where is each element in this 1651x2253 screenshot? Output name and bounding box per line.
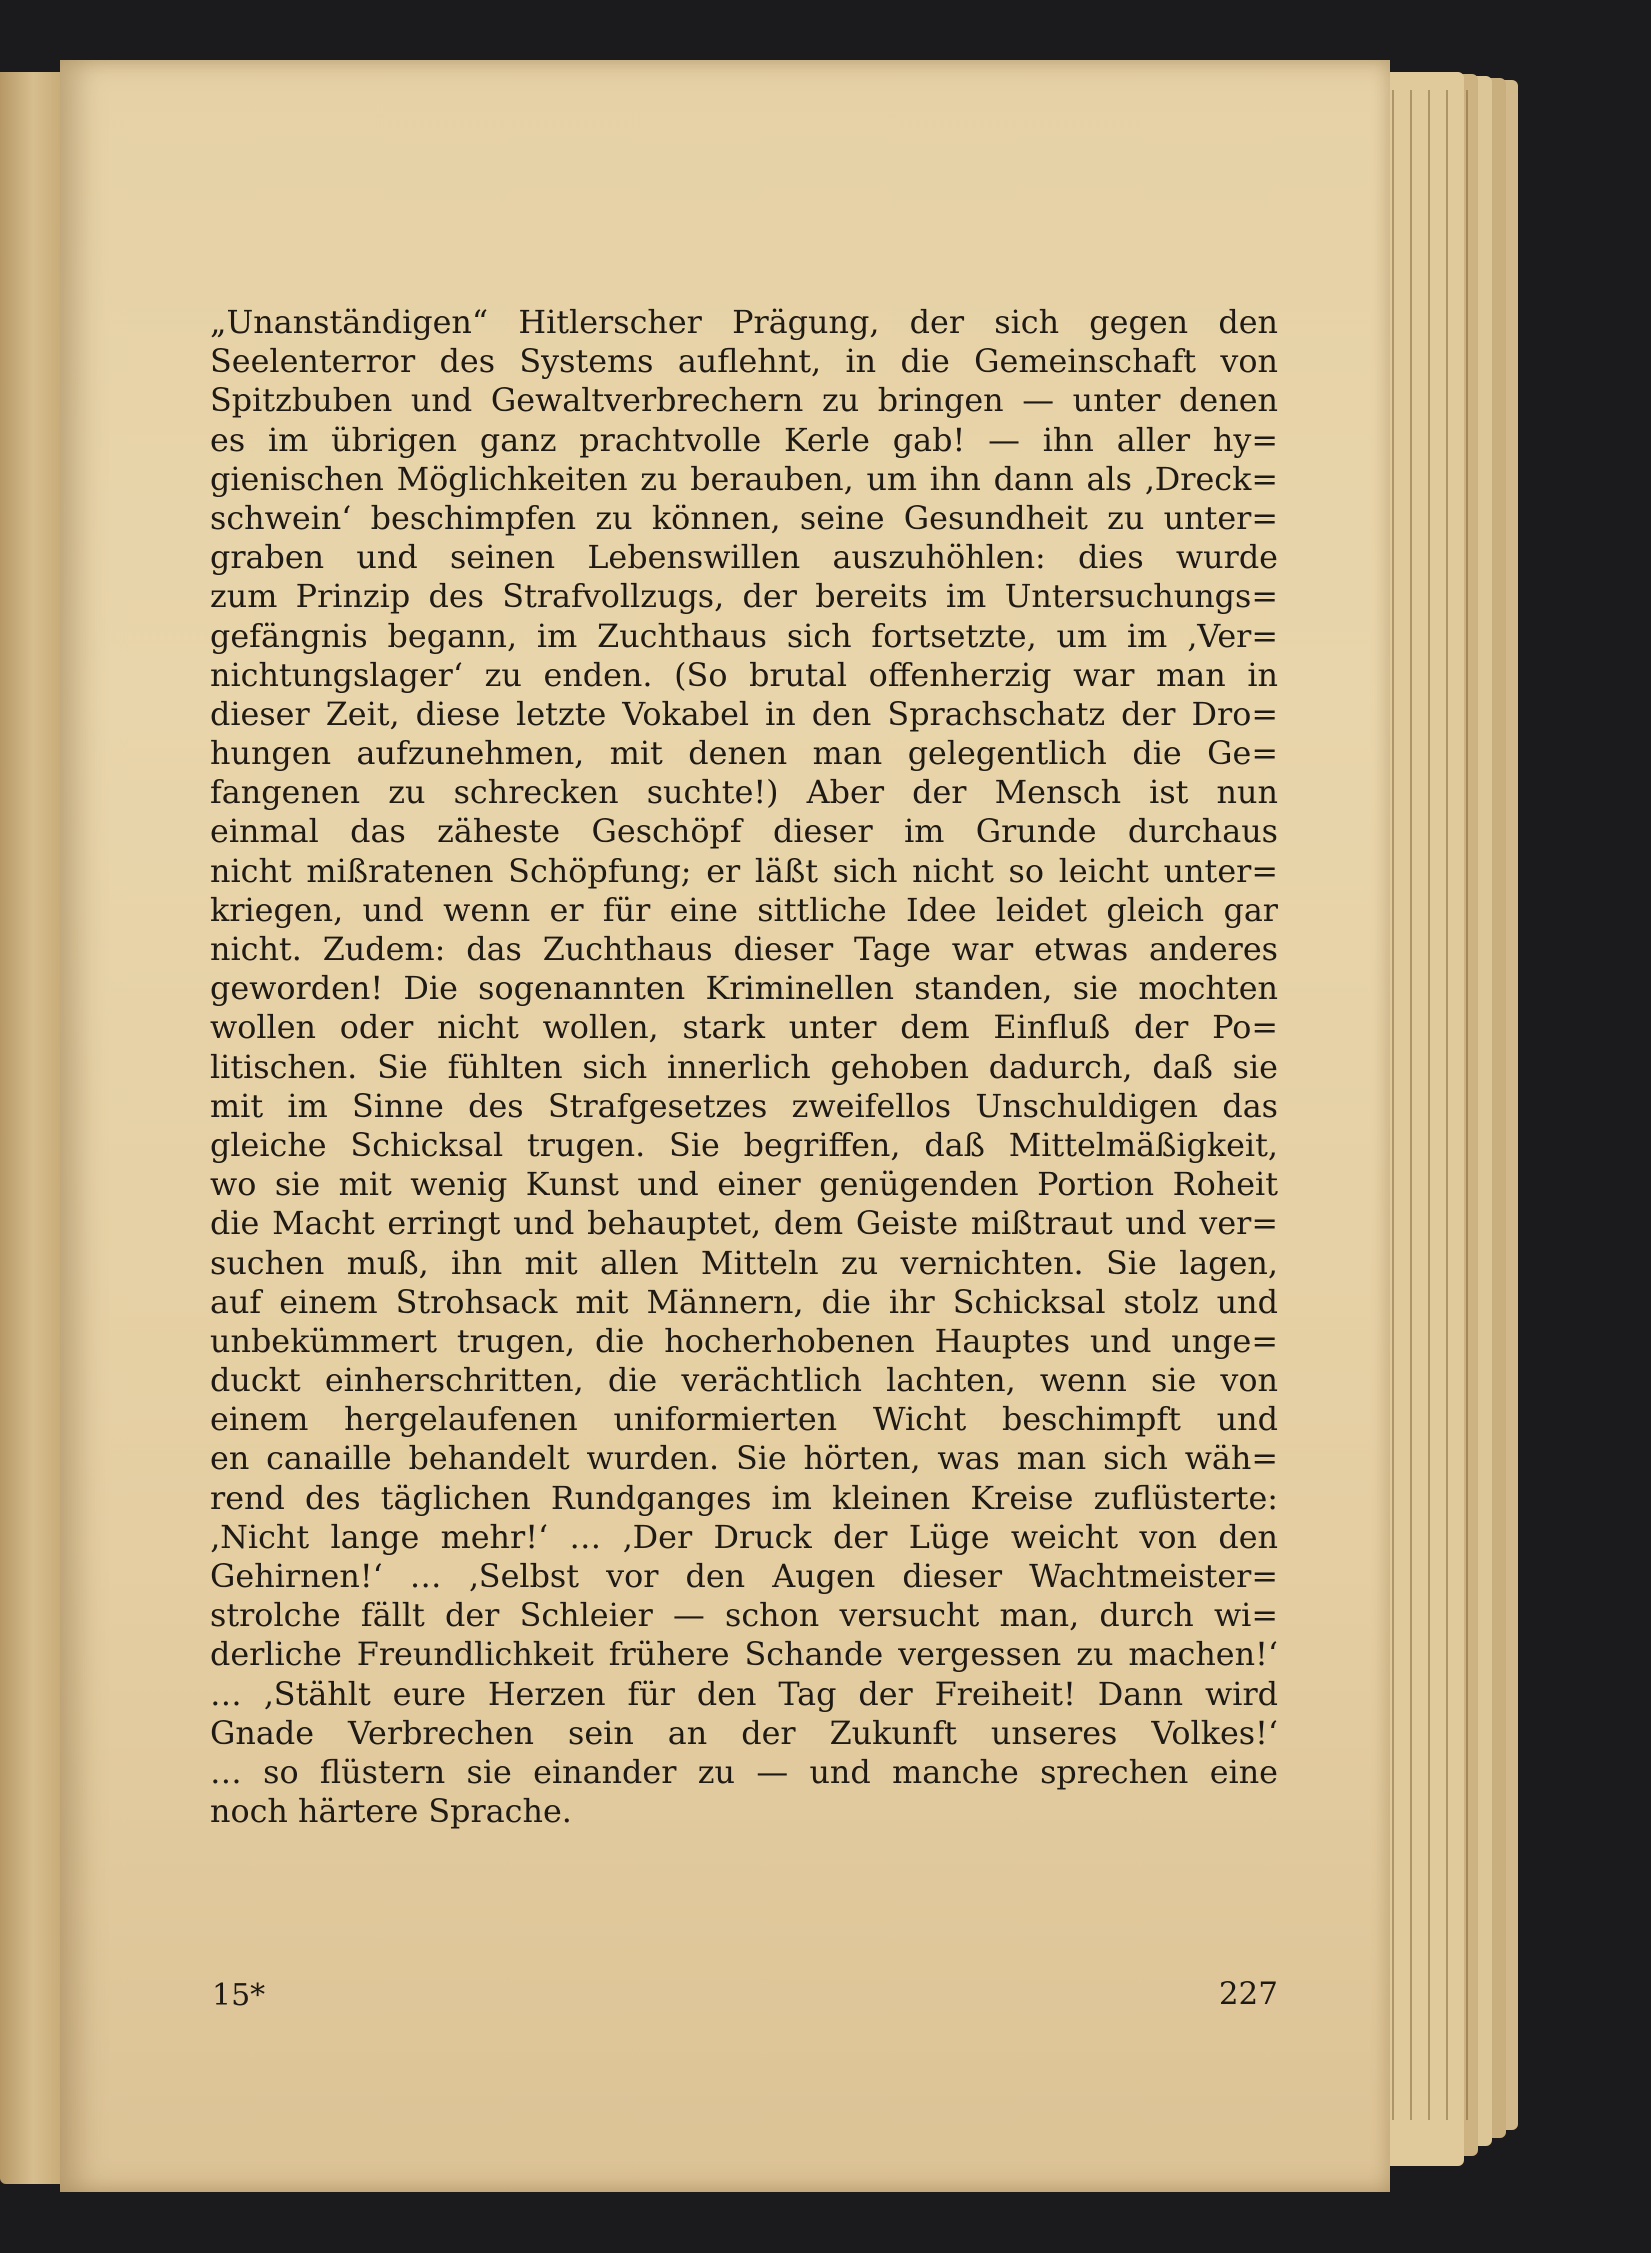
- text-line: Gehirnen!‘ … ‚Selbst vor den Augen dieser Wachtmeister=: [210, 1558, 1278, 1595]
- text-line: … so flüstern sie einander zu — und manche sprechen eine: [210, 1753, 1278, 1791]
- text-line: graben und seinen Lebenswillen auszuhöhlen: dies wurde: [210, 539, 1278, 577]
- text-line: die Macht erringt und behauptet, dem Geiste mißtraut und ver=: [210, 1205, 1278, 1243]
- book-page: [60, 60, 1390, 2192]
- page-edge-line: [1428, 90, 1430, 2120]
- text-line: unbekümmert trugen, die hocherhobenen Hauptes und unge=: [210, 1322, 1278, 1360]
- text-line: nicht. Zudem: das Zuchthaus dieser Tage war etwas anderes: [210, 931, 1278, 968]
- text-line: geworden! Die sogenannten Kriminellen standen, sie mochten: [210, 970, 1278, 1008]
- text-line: Spitzbuben und Gewaltverbrechern zu bringen — unter denen: [210, 382, 1278, 420]
- text-line: Gnade Verbrechen sein an der Zukunft unseres Volkes!‘: [210, 1714, 1278, 1752]
- text-line: einem hergelaufenen uniformierten Wicht beschimpft und: [210, 1401, 1278, 1439]
- text-line: es im übrigen ganz prachtvolle Kerle gab! — ihn aller hy=: [210, 421, 1278, 459]
- text-line: litischen. Sie fühlten sich innerlich gehoben dadurch, daß sie: [210, 1048, 1278, 1086]
- text-line: ‚Nicht lange mehr!‘ … ‚Der Druck der Lüge weicht von den: [210, 1518, 1278, 1556]
- text-line: rend des täglichen Rundganges im kleinen Kreise zuflüsterte:: [210, 1479, 1278, 1517]
- text-line: schwein‘ beschimpfen zu können, seine Gesundheit zu unter=: [210, 499, 1278, 537]
- text-line: wollen oder nicht wollen, stark unter dem Einfluß der Po=: [210, 1009, 1278, 1047]
- text-line: „Unanständigen“ Hitlerscher Prägung, der sich gegen den: [210, 304, 1278, 341]
- page-edge-line: [1410, 90, 1412, 2120]
- text-line: fangenen zu schrecken suchte!) Aber der Mensch ist nun: [210, 774, 1278, 812]
- footer-signature: 15*: [212, 1978, 266, 2013]
- text-line: nicht mißratenen Schöpfung; er läßt sich nicht so leicht unter=: [210, 852, 1278, 890]
- text-line: kriegen, und wenn er für eine sittliche Idee leidet gleich gar: [210, 891, 1278, 929]
- text-line: nichtungslager‘ zu enden. (So brutal offenherzig war man in: [210, 656, 1278, 694]
- body-text: [210, 303, 1278, 1831]
- text-line: wo sie mit wenig Kunst und einer genügenden Portion Roheit: [210, 1166, 1278, 1204]
- text-line: einmal das zäheste Geschöpf dieser im Grunde durchaus: [210, 813, 1278, 851]
- text-line: strolche fällt der Schleier — schon versucht man, durch wi=: [210, 1597, 1278, 1635]
- text-line: duckt einherschritten, die verächtlich lachten, wenn sie von: [210, 1362, 1278, 1400]
- text-line: mit im Sinne des Strafgesetzes zweifellos Unschuldigen das: [210, 1087, 1278, 1125]
- page-edge-line: [1392, 90, 1394, 2120]
- text-line: hungen aufzunehmen, mit denen man gelegentlich die Ge=: [210, 735, 1278, 773]
- page-edge-line: [1446, 90, 1448, 2120]
- text-line: gienischen Möglichkeiten zu berauben, um ihn dann als ‚Dreck=: [210, 460, 1278, 498]
- text-line: derliche Freundlichkeit frühere Schande vergessen zu machen!‘: [210, 1636, 1278, 1674]
- text-line: gefängnis begann, im Zuchthaus sich fortsetzte, um im ‚Ver=: [210, 617, 1278, 655]
- text-line: … ‚Stählt eure Herzen für den Tag der Freiheit! Dann wird: [210, 1675, 1278, 1713]
- text-line: suchen muß, ihn mit allen Mitteln zu vernichten. Sie lagen,: [210, 1244, 1278, 1282]
- page-number: 227: [1218, 1976, 1278, 2012]
- text-line: zum Prinzip des Strafvollzugs, der bereits im Untersuchungs=: [210, 578, 1278, 616]
- text-line: Seelenterror des Systems auflehnt, in die Gemeinschaft von: [210, 343, 1278, 381]
- text-line: en canaille behandelt wurden. Sie hörten, was man sich wäh=: [210, 1440, 1278, 1478]
- page-edge-line: [1466, 90, 1468, 2120]
- text-line: gleiche Schicksal trugen. Sie begriffen, daß Mittelmäßigkeit,: [210, 1126, 1278, 1164]
- text-line: auf einem Strohsack mit Männern, die ihr Schicksal stolz und: [210, 1283, 1278, 1321]
- text-line: dieser Zeit, diese letzte Vokabel in den Sprachschatz der Dro=: [210, 695, 1278, 733]
- text-line: noch härtere Sprache.: [210, 1793, 572, 1831]
